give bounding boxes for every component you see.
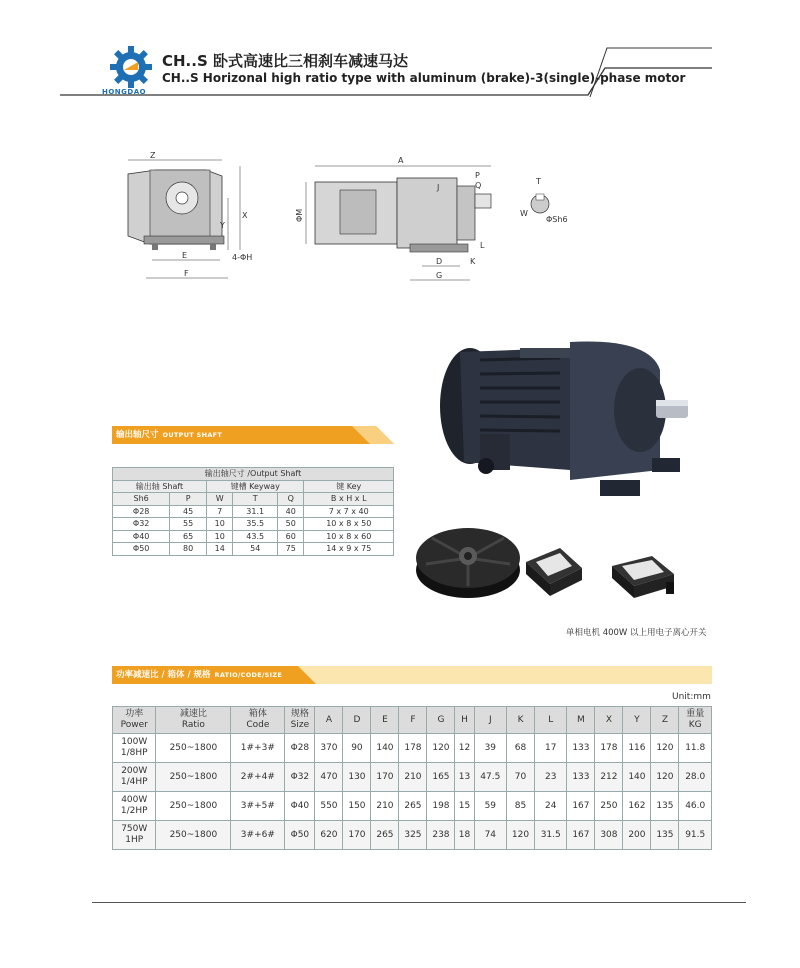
- svg-text:4-ΦH: 4-ΦH: [232, 253, 253, 262]
- col-header: Q: [277, 493, 304, 506]
- table-cell: 167: [567, 821, 595, 850]
- footer-divider: [92, 902, 746, 903]
- table-cell: 74: [474, 821, 506, 850]
- table-cell: 10: [206, 518, 232, 531]
- shaft-table-title: 输出轴尺寸 /Output Shaft: [113, 468, 394, 481]
- col-header: F: [399, 707, 427, 734]
- output-shaft-label-en: OUTPUT SHAFT: [162, 431, 223, 439]
- table-row: [113, 792, 712, 821]
- table-cell: 265: [399, 792, 427, 821]
- table-cell: 178: [399, 734, 427, 763]
- table-cell: 31.1: [233, 505, 278, 518]
- col-header: X: [595, 707, 623, 734]
- table-cell: 54: [233, 543, 278, 556]
- svg-text:T: T: [536, 177, 541, 186]
- table-cell: Φ50: [113, 543, 170, 556]
- col-header: J: [474, 707, 506, 734]
- table-cell: 178: [595, 734, 623, 763]
- table-cell: 10 x 8 x 50: [304, 518, 394, 531]
- table-cell: 250~1800: [156, 734, 231, 763]
- table-cell: Φ40: [113, 530, 170, 543]
- table-cell: 120: [651, 734, 679, 763]
- table-cell: 133: [567, 763, 595, 792]
- col-header: L: [535, 707, 567, 734]
- output-shaft-section-bar: [112, 426, 394, 444]
- table-cell: 60: [277, 530, 304, 543]
- table-cell: 265: [371, 821, 399, 850]
- table-row: [113, 518, 394, 531]
- table-cell: 24: [535, 792, 567, 821]
- ratio-label-en: RATIO/CODE/SIZE: [214, 671, 283, 679]
- col-header: Y: [623, 707, 651, 734]
- table-cell: 47.5: [474, 763, 506, 792]
- keyway-group-header: 键槽 Keyway: [206, 480, 304, 493]
- table-cell: 200: [623, 821, 651, 850]
- svg-text:A: A: [398, 156, 404, 165]
- power-cell: 200W 1/4HP: [113, 763, 156, 792]
- table-cell: 198: [427, 792, 455, 821]
- table-cell: 308: [595, 821, 623, 850]
- table-cell: Φ50: [285, 821, 315, 850]
- table-cell: 210: [399, 763, 427, 792]
- table-cell: 140: [371, 734, 399, 763]
- electronic-switch-photo-1: [520, 544, 586, 600]
- col-header: 规格 Size: [285, 707, 315, 734]
- svg-text:Y: Y: [220, 221, 225, 230]
- table-cell: 210: [371, 792, 399, 821]
- table-cell: 250~1800: [156, 821, 231, 850]
- table-cell: 14: [206, 543, 232, 556]
- brake-disc-photo: [412, 520, 522, 602]
- table-cell: 120: [651, 763, 679, 792]
- svg-text:F: F: [184, 269, 189, 278]
- svg-text:ΦSh6: ΦSh6: [546, 215, 568, 224]
- col-header: 功率 Power: [113, 707, 156, 734]
- col-header: Sh6: [113, 493, 170, 506]
- table-cell: 7: [206, 505, 232, 518]
- table-cell: 135: [651, 821, 679, 850]
- table-cell: 370: [315, 734, 343, 763]
- svg-text:ΦM: ΦM: [295, 208, 304, 222]
- col-header: D: [343, 707, 371, 734]
- table-cell: 165: [427, 763, 455, 792]
- table-cell: 39: [474, 734, 506, 763]
- table-cell: 135: [651, 792, 679, 821]
- table-cell: 2#+4#: [231, 763, 285, 792]
- table-cell: 80: [170, 543, 207, 556]
- table-row: [113, 543, 394, 556]
- ratio-code-size-section-bar: [112, 666, 712, 684]
- table-cell: 10: [206, 530, 232, 543]
- table-cell: 40: [277, 505, 304, 518]
- svg-text:K: K: [470, 257, 476, 266]
- table-cell: Φ40: [285, 792, 315, 821]
- table-cell: 75: [277, 543, 304, 556]
- dimension-drawings: [110, 148, 570, 290]
- image-caption: 单相电机 400W 以上用电子离心开关: [566, 628, 707, 638]
- table-cell: 133: [567, 734, 595, 763]
- col-header: P: [170, 493, 207, 506]
- brand-name: HONGDAO: [102, 88, 147, 96]
- table-cell: Φ28: [113, 505, 170, 518]
- page-title-en: CH..S Horizonal high ratio type with aluminum (brake)-3(single)-phase motor: [162, 71, 686, 85]
- table-cell: 46.0: [679, 792, 712, 821]
- col-header: 箱体 Code: [231, 707, 285, 734]
- table-row: [113, 763, 712, 792]
- table-cell: 120: [427, 734, 455, 763]
- front-view-drawing: [295, 156, 491, 280]
- col-header: M: [567, 707, 595, 734]
- svg-text:W: W: [520, 209, 528, 218]
- electronic-switch-photo-2: [608, 552, 678, 604]
- col-header: H: [455, 707, 474, 734]
- table-cell: 55: [170, 518, 207, 531]
- table-cell: 120: [507, 821, 535, 850]
- table-cell: Φ32: [285, 763, 315, 792]
- svg-text:P: P: [475, 171, 480, 180]
- table-cell: 10 x 8 x 60: [304, 530, 394, 543]
- side-view-drawing: [128, 151, 252, 278]
- svg-text:J: J: [437, 183, 440, 192]
- table-cell: 90: [343, 734, 371, 763]
- table-cell: 23: [535, 763, 567, 792]
- table-cell: 35.5: [233, 518, 278, 531]
- table-cell: Φ28: [285, 734, 315, 763]
- svg-text:Q: Q: [475, 181, 482, 190]
- table-cell: 3#+5#: [231, 792, 285, 821]
- table-cell: 85: [507, 792, 535, 821]
- table-cell: 470: [315, 763, 343, 792]
- table-cell: 150: [343, 792, 371, 821]
- output-shaft-table: [112, 467, 394, 556]
- table-cell: 250: [595, 792, 623, 821]
- table-cell: 91.5: [679, 821, 712, 850]
- shaft-group-header: 输出轴 Shaft: [113, 480, 207, 493]
- table-cell: 162: [623, 792, 651, 821]
- table-cell: 250~1800: [156, 792, 231, 821]
- svg-text:X: X: [242, 211, 248, 220]
- table-cell: 550: [315, 792, 343, 821]
- table-row: [113, 530, 394, 543]
- table-cell: 325: [399, 821, 427, 850]
- table-cell: 1#+3#: [231, 734, 285, 763]
- table-cell: 13: [455, 763, 474, 792]
- col-header: 重量 KG: [679, 707, 712, 734]
- specification-table: [112, 706, 712, 850]
- key-group-header: 键 Key: [304, 480, 394, 493]
- table-cell: 28.0: [679, 763, 712, 792]
- table-cell: 17: [535, 734, 567, 763]
- table-cell: 7 x 7 x 40: [304, 505, 394, 518]
- table-cell: Φ32: [113, 518, 170, 531]
- col-header: E: [371, 707, 399, 734]
- table-cell: 45: [170, 505, 207, 518]
- table-cell: 212: [595, 763, 623, 792]
- table-cell: 250~1800: [156, 763, 231, 792]
- unit-label: Unit:mm: [672, 692, 711, 702]
- table-cell: 31.5: [535, 821, 567, 850]
- table-cell: 620: [315, 821, 343, 850]
- col-header: 减速比 Ratio: [156, 707, 231, 734]
- table-cell: 65: [170, 530, 207, 543]
- keyway-section-drawing: [520, 177, 568, 224]
- table-cell: 3#+6#: [231, 821, 285, 850]
- svg-text:E: E: [182, 251, 188, 260]
- table-cell: 50: [277, 518, 304, 531]
- col-header: W: [206, 493, 232, 506]
- table-cell: 18: [455, 821, 474, 850]
- table-row: [113, 505, 394, 518]
- table-cell: 12: [455, 734, 474, 763]
- power-cell: 100W 1/8HP: [113, 734, 156, 763]
- col-header: Z: [651, 707, 679, 734]
- table-cell: 116: [623, 734, 651, 763]
- svg-text:L: L: [480, 241, 485, 250]
- table-cell: 15: [455, 792, 474, 821]
- svg-text:Z: Z: [150, 151, 156, 160]
- table-cell: 130: [343, 763, 371, 792]
- table-cell: 59: [474, 792, 506, 821]
- table-cell: 68: [507, 734, 535, 763]
- power-cell: 400W 1/2HP: [113, 792, 156, 821]
- table-cell: 167: [567, 792, 595, 821]
- table-row: [113, 821, 712, 850]
- power-cell: 750W 1HP: [113, 821, 156, 850]
- table-cell: 140: [623, 763, 651, 792]
- table-cell: 43.5: [233, 530, 278, 543]
- table-cell: 70: [507, 763, 535, 792]
- header-frame-lines: [0, 40, 800, 100]
- col-header: T: [233, 493, 278, 506]
- svg-text:G: G: [436, 271, 443, 280]
- output-shaft-label-cn: 输出轴尺寸: [116, 430, 159, 440]
- gear-motor-photo: [420, 330, 700, 516]
- table-cell: 170: [343, 821, 371, 850]
- ratio-label-cn: 功率减速比 / 箱体 / 规格: [116, 670, 211, 680]
- table-cell: 14 x 9 x 75: [304, 543, 394, 556]
- col-header: G: [427, 707, 455, 734]
- col-header: B x H x L: [304, 493, 394, 506]
- table-cell: 170: [371, 763, 399, 792]
- svg-text:D: D: [436, 257, 443, 266]
- table-row: [113, 734, 712, 763]
- col-header: K: [507, 707, 535, 734]
- page-title-cn: CH..S 卧式高速比三相刹车减速马达: [162, 52, 408, 70]
- col-header: A: [315, 707, 343, 734]
- table-cell: 238: [427, 821, 455, 850]
- table-cell: 11.8: [679, 734, 712, 763]
